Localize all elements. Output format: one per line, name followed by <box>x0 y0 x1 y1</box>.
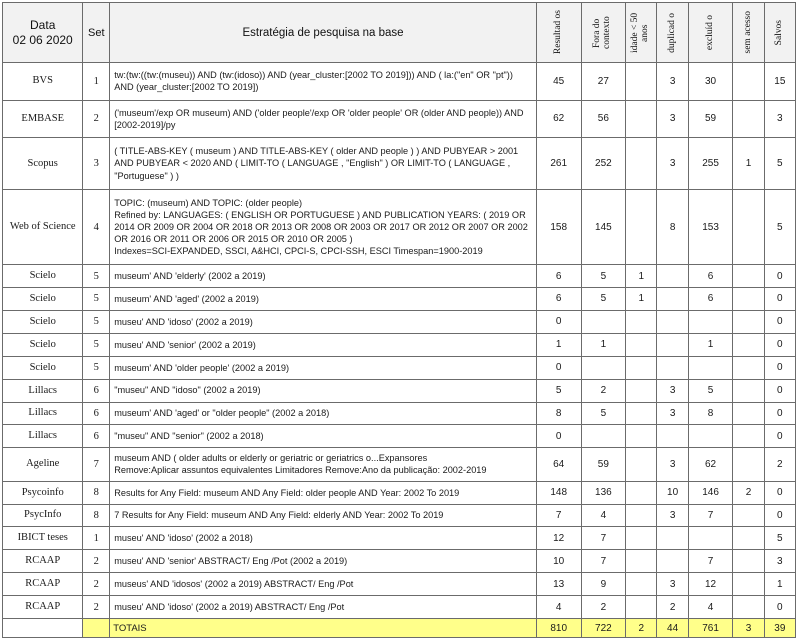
header-saved: Salvos <box>764 3 795 63</box>
cell-saved: 5 <box>764 527 795 550</box>
cell-results: 5 <box>536 379 581 402</box>
cell-duplicate <box>657 310 688 333</box>
cell-no-access <box>733 448 764 481</box>
cell-no-access <box>733 63 764 101</box>
total-results: 810 <box>536 619 581 638</box>
cell-age <box>626 310 657 333</box>
header-duplicate: duplicad o <box>657 3 688 63</box>
cell-saved: 0 <box>764 596 795 619</box>
database-name: EMBASE <box>3 100 83 138</box>
table-row <box>3 448 796 481</box>
cell-no-access <box>733 265 764 288</box>
total-saved: 39 <box>764 619 795 638</box>
table-row <box>3 265 796 288</box>
cell-saved: 15 <box>764 63 795 101</box>
cell-results: 0 <box>536 425 581 448</box>
cell-age <box>626 190 657 265</box>
cell-age <box>626 481 657 504</box>
search-strategy: "museu" AND "senior" (2002 a 2018) <box>110 425 537 448</box>
database-name: Scielo <box>3 265 83 288</box>
set-number: 2 <box>83 550 110 573</box>
table-row <box>3 100 796 138</box>
cell-out-of-context: 27 <box>581 63 626 101</box>
database-name: RCAAP <box>3 550 83 573</box>
set-number: 5 <box>83 287 110 310</box>
cell-results: 13 <box>536 573 581 596</box>
cell-no-access <box>733 379 764 402</box>
cell-age <box>626 356 657 379</box>
database-name: Lillacs <box>3 425 83 448</box>
cell-saved: 2 <box>764 448 795 481</box>
cell-duplicate: 10 <box>657 481 688 504</box>
header-excluded: excluíd o <box>688 3 733 63</box>
set-number: 1 <box>83 63 110 101</box>
search-strategy: museum' AND 'aged' or "older people" (2002 a 2018) <box>110 402 537 425</box>
cell-results: 7 <box>536 504 581 527</box>
cell-saved: 5 <box>764 190 795 265</box>
header-out-of-context: Fora do contexto <box>581 3 626 63</box>
header-date-value: 02 06 2020 <box>12 32 73 47</box>
cell-excluded: 146 <box>688 481 733 504</box>
cell-age <box>626 63 657 101</box>
cell-results: 6 <box>536 265 581 288</box>
header-age: idade < 50 anos <box>626 3 657 63</box>
cell-no-access <box>733 287 764 310</box>
cell-out-of-context: 2 <box>581 596 626 619</box>
cell-out-of-context: 5 <box>581 265 626 288</box>
cell-out-of-context: 252 <box>581 138 626 190</box>
cell-saved: 0 <box>764 333 795 356</box>
set-number: 2 <box>83 100 110 138</box>
table-row <box>3 527 796 550</box>
cell-results: 64 <box>536 448 581 481</box>
cell-duplicate: 2 <box>657 596 688 619</box>
set-number: 6 <box>83 402 110 425</box>
cell-saved: 5 <box>764 138 795 190</box>
database-name: Web of Science <box>3 190 83 265</box>
cell-saved: 1 <box>764 573 795 596</box>
cell-results: 0 <box>536 310 581 333</box>
cell-results: 8 <box>536 402 581 425</box>
header-date <box>3 3 83 63</box>
table-row <box>3 425 796 448</box>
header-results: Resultad os <box>536 3 581 63</box>
table-row <box>3 63 796 101</box>
cell-out-of-context: 56 <box>581 100 626 138</box>
cell-saved: 3 <box>764 550 795 573</box>
set-number: 4 <box>83 190 110 265</box>
cell-excluded <box>688 310 733 333</box>
cell-excluded <box>688 356 733 379</box>
database-name: Ageline <box>3 448 83 481</box>
cell-age <box>626 379 657 402</box>
table-row <box>3 481 796 504</box>
header-strategy: Estratégia de pesquisa na base <box>110 3 537 63</box>
cell-excluded: 5 <box>688 379 733 402</box>
cell-no-access: 1 <box>733 138 764 190</box>
cell-no-access <box>733 596 764 619</box>
search-strategy: museum' AND 'older people' (2002 a 2019) <box>110 356 537 379</box>
cell-no-access <box>733 333 764 356</box>
table-row <box>3 550 796 573</box>
cell-age: 1 <box>626 287 657 310</box>
cell-out-of-context <box>581 356 626 379</box>
cell-saved: 0 <box>764 379 795 402</box>
search-strategy: museum AND ( older adults or elderly or geriatric or geriatrics o...Expansores Remove:Aplicar assuntos equivalentes Limitadores Remove:Ano da publicação: 2002-2019 <box>110 448 537 481</box>
cell-duplicate: 3 <box>657 379 688 402</box>
cell-no-access <box>733 527 764 550</box>
cell-no-access <box>733 356 764 379</box>
database-name: RCAAP <box>3 573 83 596</box>
database-name: Lillacs <box>3 402 83 425</box>
header-no-access: sem acesso <box>733 3 764 63</box>
cell-no-access <box>733 550 764 573</box>
cell-excluded: 8 <box>688 402 733 425</box>
set-number: 2 <box>83 596 110 619</box>
search-strategy: 7 Results for Any Field: museum AND Any Field: elderly AND Year: 2002 To 2019 <box>110 504 537 527</box>
cell-results: 261 <box>536 138 581 190</box>
cell-results: 62 <box>536 100 581 138</box>
set-number: 2 <box>83 573 110 596</box>
cell-out-of-context: 9 <box>581 573 626 596</box>
cell-excluded: 62 <box>688 448 733 481</box>
cell-no-access <box>733 402 764 425</box>
search-strategy: TOPIC: (museum) AND TOPIC: (older people) Refined by: LANGUAGES: ( ENGLISH OR PORTUGUESE ) AND PUBLICATION YEARS: ( 2019 OR 2014 OR 2009 OR 2004 OR 2018 OR 2013 OR 2008 OR 2003 OR 2017 OR 2012 OR 2007 OR 2002 OR 2016 OR 2011 OR 2006 OR 2015 OR 2010 OR 2005 ) Indexes=SCI-EXPANDED, SSCI, A&HCI, CPCI-S, CPCI-SSH, ESCI Timespan=1900-2019 <box>110 190 537 265</box>
cell-duplicate <box>657 356 688 379</box>
database-name: PsycInfo <box>3 504 83 527</box>
search-strategy: museu' AND 'senior' (2002 a 2019) <box>110 333 537 356</box>
search-strategy-table <box>2 2 796 638</box>
cell-duplicate <box>657 425 688 448</box>
cell-no-access: 2 <box>733 481 764 504</box>
cell-out-of-context: 2 <box>581 379 626 402</box>
cell-results: 12 <box>536 527 581 550</box>
database-name: Lillacs <box>3 379 83 402</box>
cell-duplicate: 3 <box>657 402 688 425</box>
cell-duplicate <box>657 287 688 310</box>
set-number: 5 <box>83 310 110 333</box>
table-row <box>3 504 796 527</box>
table-row <box>3 310 796 333</box>
cell-out-of-context: 7 <box>581 550 626 573</box>
search-strategy: ('museum'/exp OR museum) AND ('older people'/exp OR 'older people' OR (older AND people)) AND [2002-2019]/py <box>110 100 537 138</box>
cell-results: 4 <box>536 596 581 619</box>
table-row <box>3 138 796 190</box>
search-strategy: museu' AND 'idoso' (2002 a 2019) <box>110 310 537 333</box>
database-name: Scielo <box>3 287 83 310</box>
cell-out-of-context <box>581 425 626 448</box>
search-strategy: museum' AND 'aged' (2002 a 2019) <box>110 287 537 310</box>
cell-saved: 0 <box>764 356 795 379</box>
cell-saved: 0 <box>764 425 795 448</box>
cell-saved: 0 <box>764 481 795 504</box>
search-strategy: museu' AND 'idoso' (2002 a 2018) <box>110 527 537 550</box>
search-strategy: "museu" AND "idoso" (2002 a 2019) <box>110 379 537 402</box>
cell-duplicate: 3 <box>657 504 688 527</box>
cell-saved: 0 <box>764 287 795 310</box>
cell-age <box>626 448 657 481</box>
set-number: 8 <box>83 504 110 527</box>
cell-age <box>626 550 657 573</box>
cell-age <box>626 402 657 425</box>
cell-out-of-context: 1 <box>581 333 626 356</box>
cell-duplicate: 3 <box>657 138 688 190</box>
cell-saved: 0 <box>764 265 795 288</box>
cell-no-access <box>733 310 764 333</box>
table-row <box>3 596 796 619</box>
search-strategy: Results for Any Field: museum AND Any Field: older people AND Year: 2002 To 2019 <box>110 481 537 504</box>
header-date-label: Data <box>30 17 56 32</box>
table-body <box>3 63 796 638</box>
table-row <box>3 379 796 402</box>
set-number: 6 <box>83 379 110 402</box>
cell-saved: 0 <box>764 310 795 333</box>
set-number: 8 <box>83 481 110 504</box>
search-strategy: museu' AND 'idoso' (2002 a 2019) ABSTRACT/ Eng /Pot <box>110 596 537 619</box>
cell-out-of-context: 136 <box>581 481 626 504</box>
cell-excluded: 4 <box>688 596 733 619</box>
cell-out-of-context: 7 <box>581 527 626 550</box>
cell-duplicate <box>657 333 688 356</box>
cell-duplicate <box>657 550 688 573</box>
set-number: 5 <box>83 356 110 379</box>
search-strategy: museum' AND 'elderly' (2002 a 2019) <box>110 265 537 288</box>
set-number: 5 <box>83 265 110 288</box>
cell-excluded: 7 <box>688 550 733 573</box>
cell-excluded <box>688 527 733 550</box>
cell-results: 0 <box>536 356 581 379</box>
cell-results: 158 <box>536 190 581 265</box>
cell-no-access <box>733 425 764 448</box>
set-number: 6 <box>83 425 110 448</box>
cell-age: 1 <box>626 265 657 288</box>
table-row <box>3 402 796 425</box>
total-age: 2 <box>626 619 657 638</box>
cell-duplicate: 3 <box>657 100 688 138</box>
totals-set-blank <box>83 619 110 638</box>
cell-out-of-context: 145 <box>581 190 626 265</box>
cell-duplicate: 3 <box>657 573 688 596</box>
cell-out-of-context <box>581 310 626 333</box>
set-number: 7 <box>83 448 110 481</box>
cell-duplicate: 3 <box>657 63 688 101</box>
totals-blank <box>3 619 83 638</box>
database-name: Scielo <box>3 310 83 333</box>
cell-results: 148 <box>536 481 581 504</box>
cell-age <box>626 504 657 527</box>
cell-excluded: 6 <box>688 265 733 288</box>
cell-age <box>626 333 657 356</box>
table-row <box>3 573 796 596</box>
cell-out-of-context: 5 <box>581 287 626 310</box>
total-out-of-context: 722 <box>581 619 626 638</box>
cell-saved: 0 <box>764 402 795 425</box>
cell-saved: 3 <box>764 100 795 138</box>
cell-no-access <box>733 573 764 596</box>
database-name: IBICT teses <box>3 527 83 550</box>
search-strategy: ( TITLE-ABS-KEY ( museum ) AND TITLE-ABS-KEY ( older AND people ) ) AND PUBYEAR > 2001 AND PUBYEAR < 2020 AND ( LIMIT-TO ( LANGUAGE , "English" ) OR LIMIT-TO ( LANGUAGE , "Portuguese" ) ) <box>110 138 537 190</box>
cell-excluded: 6 <box>688 287 733 310</box>
cell-excluded <box>688 425 733 448</box>
header-row <box>3 3 796 63</box>
cell-duplicate <box>657 527 688 550</box>
cell-age <box>626 100 657 138</box>
database-name: Scopus <box>3 138 83 190</box>
cell-results: 1 <box>536 333 581 356</box>
cell-excluded: 59 <box>688 100 733 138</box>
cell-age <box>626 596 657 619</box>
cell-duplicate <box>657 265 688 288</box>
cell-out-of-context: 4 <box>581 504 626 527</box>
header-set: Set <box>83 3 110 63</box>
database-name: BVS <box>3 63 83 101</box>
cell-duplicate: 8 <box>657 190 688 265</box>
cell-duplicate: 3 <box>657 448 688 481</box>
database-name: Scielo <box>3 356 83 379</box>
cell-no-access <box>733 504 764 527</box>
cell-excluded: 153 <box>688 190 733 265</box>
table-row <box>3 333 796 356</box>
cell-age <box>626 573 657 596</box>
cell-age <box>626 527 657 550</box>
cell-age <box>626 425 657 448</box>
cell-excluded: 255 <box>688 138 733 190</box>
total-no-access: 3 <box>733 619 764 638</box>
database-name: RCAAP <box>3 596 83 619</box>
table-row <box>3 287 796 310</box>
cell-excluded: 1 <box>688 333 733 356</box>
cell-excluded: 12 <box>688 573 733 596</box>
search-strategy: museus' AND 'idosos' (2002 a 2019) ABSTRACT/ Eng /Pot <box>110 573 537 596</box>
totals-label: TOTAIS <box>110 619 537 638</box>
cell-results: 10 <box>536 550 581 573</box>
cell-results: 6 <box>536 287 581 310</box>
totals-row <box>3 619 796 638</box>
total-duplicate: 44 <box>657 619 688 638</box>
set-number: 3 <box>83 138 110 190</box>
cell-results: 45 <box>536 63 581 101</box>
cell-excluded: 30 <box>688 63 733 101</box>
database-name: Psycoinfo <box>3 481 83 504</box>
table-row <box>3 190 796 265</box>
cell-excluded: 7 <box>688 504 733 527</box>
table-row <box>3 356 796 379</box>
cell-no-access <box>733 100 764 138</box>
search-strategy: museu' AND 'senior' ABSTRACT/ Eng /Pot (2002 a 2019) <box>110 550 537 573</box>
cell-out-of-context: 5 <box>581 402 626 425</box>
search-strategy: tw:(tw:((tw:(museu)) AND (tw:(idoso)) AND (year_cluster:[2002 TO 2019])) AND ( la:("en" OR "pt")) AND (year_cluster:[2002 TO 2019]) <box>110 63 537 101</box>
cell-saved: 0 <box>764 504 795 527</box>
database-name: Scielo <box>3 333 83 356</box>
cell-no-access <box>733 190 764 265</box>
set-number: 1 <box>83 527 110 550</box>
total-excluded: 761 <box>688 619 733 638</box>
cell-age <box>626 138 657 190</box>
cell-out-of-context: 59 <box>581 448 626 481</box>
set-number: 5 <box>83 333 110 356</box>
